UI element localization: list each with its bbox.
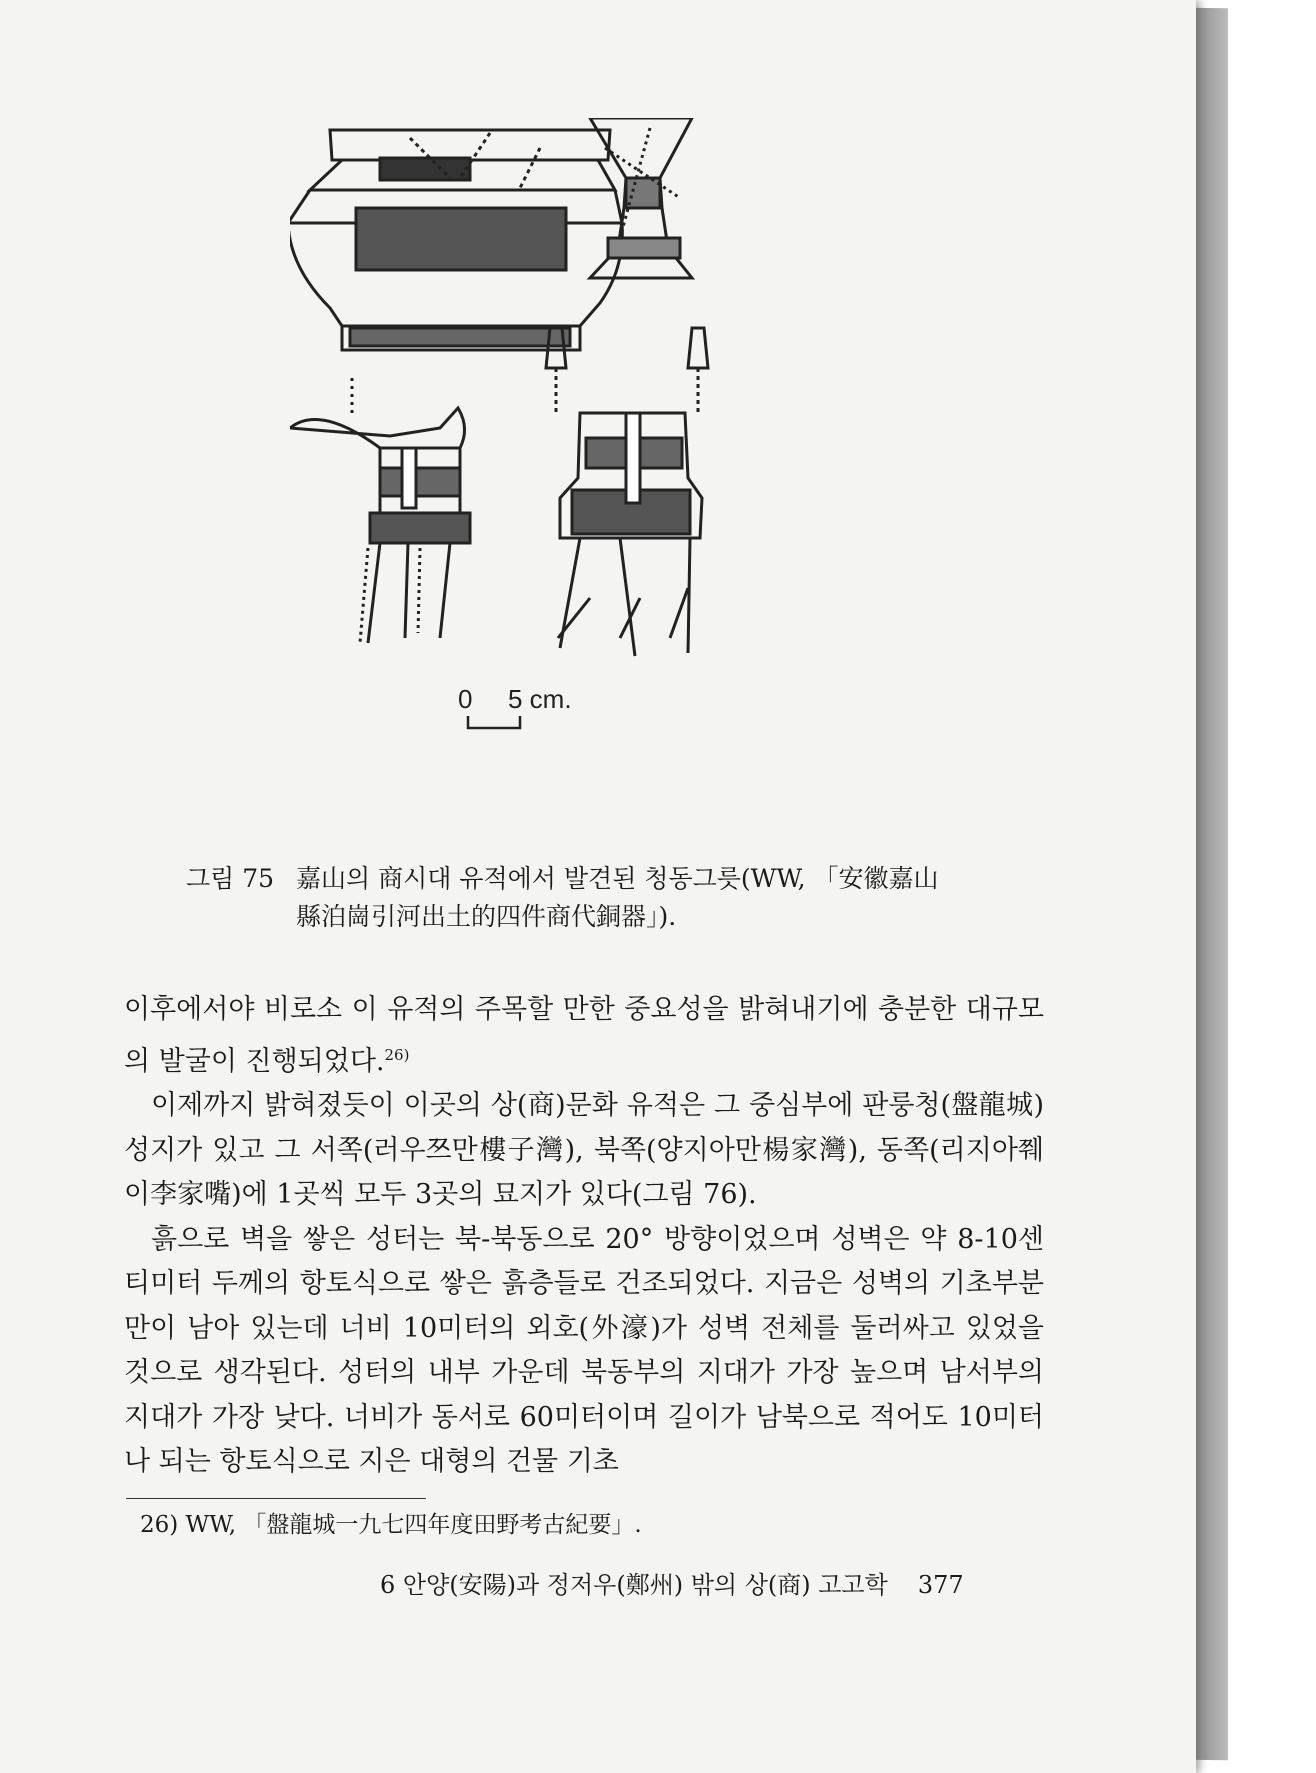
footnote-ref-26: 26) <box>384 1045 410 1064</box>
caption-line-2: 縣泊崗引河出土的四件商代銅器」). <box>296 902 677 931</box>
running-head: 6 안양(安陽)과 정저우(鄭州) 밖의 상(商) 고고학 <box>380 1571 888 1599</box>
paragraph-3: 흙으로 벽을 쌓은 성터는 북-북동으로 20° 방향이었으며 성벽은 약 8-10센티미터 두께의 항토식으로 쌓은 흙층들로 건조되었다. 지금은 성벽의 기초부분만이 남아 있는데 너비 10미터의 외호(外濠)가 성벽 전체를 둘러싸고 있었을 것으로 생각된다. 성터의 내부 가운데 북동부의 지대가 가장 높으며 남서부의 지대가 가장 낮다. 너비가 동서로 60미터이며 길이가 남북으로 적어도 10미터나 되는 항토식으로 지은 대형의 건물 기초 <box>124 1223 1044 1477</box>
bronze-jue-tripod-drawing <box>290 378 470 643</box>
caption-line-1: 嘉山의 商시대 유적에서 발견된 청동그릇(WW, 「安徽嘉山 <box>296 864 939 893</box>
bronze-zun-jar-drawing <box>290 130 622 350</box>
scale-bar <box>468 716 520 728</box>
paragraph-1 <box>124 988 1044 1084</box>
figure-caption <box>186 860 1066 936</box>
bronze-gu-goblet-drawing <box>590 118 692 278</box>
bronze-vessels-illustration <box>290 118 1060 828</box>
bronze-jia-tripod-drawing <box>546 328 708 656</box>
running-footer <box>380 1568 1020 1602</box>
body-text <box>124 988 1044 1485</box>
paragraph-2: 이제까지 밝혀졌듯이 이곳의 상(商)문화 유적은 그 중심부에 판룽청(盤龍城) 성지가 있고 그 서쪽(러우쯔만樓子灣), 북쪽(양지아만楊家灣), 동쪽(리지아쮀이李家嘴)에 1곳씩 모두 3곳의 묘지가 있다(그림 76). <box>124 1090 1044 1210</box>
footnote-26: 26) WW, 「盤龍城一九七四年度田野考古紀要」. <box>140 1512 642 1538</box>
page-number: 377 <box>917 1571 964 1599</box>
scale-label-five-cm: 5 cm. <box>508 684 572 714</box>
paragraph-1-text: 이후에서야 비로소 이 유적의 주목할 만한 중요성을 밝혀내기에 충분한 대규모의 발굴이 진행되었다. <box>124 994 1044 1077</box>
caption-label: 그림 75 <box>186 864 275 893</box>
footnote-divider <box>126 1498 426 1499</box>
scale-label-zero: 0 <box>458 684 473 714</box>
bronze-vessels-figure <box>290 118 1060 828</box>
